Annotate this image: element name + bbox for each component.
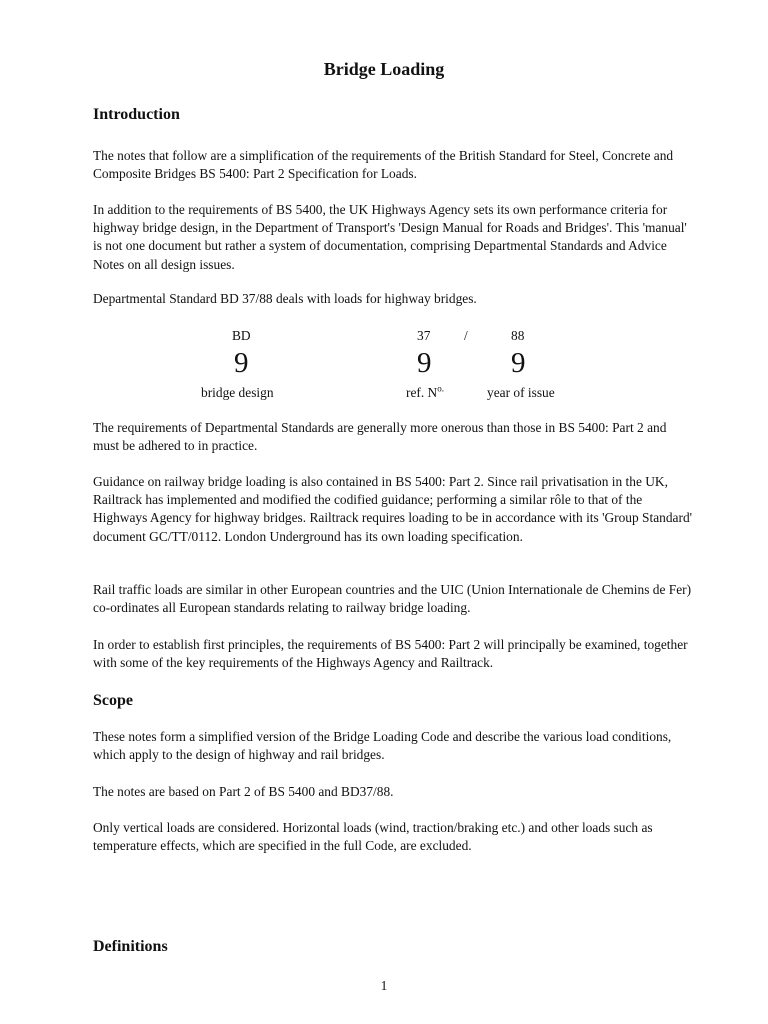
code-year: 88 — [511, 328, 525, 343]
body-paragraph-1: The requirements of Departmental Standards are generally more onerous than those in BS 5400: Part 2 and must be adhered to in practice. — [93, 420, 667, 454]
arrow-down-icon: 9 — [234, 347, 249, 379]
heading-introduction: Introduction — [93, 106, 180, 123]
heading-scope: Scope — [93, 692, 133, 709]
arrow-down-icon: 9 — [417, 347, 432, 379]
body-paragraph-3: Rail traffic loads are similar in other European countries and the UIC (Union Internationale de Chemins de Fer) co-ordinates all European standards relating to railway bridge loading. — [93, 582, 692, 616]
intro-paragraph-3: Departmental Standard BD 37/88 deals with loads for highway bridges. — [93, 291, 477, 306]
label-year-of-issue: year of issue — [487, 385, 555, 400]
arrow-down-icon: 9 — [511, 347, 526, 379]
intro-paragraph-2: In addition to the requirements of BS 5400, the UK Highways Agency sets its own performance criteria for highway bridge design, in the Department of Transport's 'Design Manual for Roads and Bridges'. This 'manual' is not one document but rather a system of documentation, comprising Departmental Standards and Advice Notes on all design issues. — [93, 202, 687, 272]
label-bridge-design: bridge design — [201, 385, 274, 400]
body-paragraph-4: In order to establish first principles, the requirements of BS 5400: Part 2 will principally be examined, together with some of the key requirements of the Highways Agency and Railtrack. — [93, 637, 688, 671]
scope-paragraph-1: These notes form a simplified version of the Bridge Loading Code and describe the various load conditions, which apply to the design of highway and rail bridges. — [93, 729, 672, 763]
page-number: 1 — [380, 978, 388, 993]
label-ref-prefix: ref. N — [406, 385, 438, 400]
heading-definitions: Definitions — [93, 938, 168, 955]
scope-paragraph-3: Only vertical loads are considered. Horizontal loads (wind, traction/braking etc.) and other loads such as temperature effects, which are specified in the full Code, are excluded. — [93, 820, 653, 854]
code-slash: / — [464, 328, 468, 343]
intro-paragraph-1: The notes that follow are a simplification of the requirements of the British Standard for Steel, Concrete and Composite Bridges BS 5400: Part 2 Specification for Loads. — [93, 148, 674, 182]
label-ref-superscript: o. — [437, 383, 444, 394]
code-bd: BD — [232, 328, 251, 343]
label-ref-number — [406, 384, 444, 402]
code-number: 37 — [417, 328, 431, 343]
body-paragraph-2: Guidance on railway bridge loading is also contained in BS 5400: Part 2. Since rail privatisation in the UK, Railtrack has implemented and modified the codified guidance; performing a similar rôle to that of the Highways Agency for highway bridges. Railtrack requires loading to be in accordance with its 'Group Standard' document GC/TT/0112. London Underground has its own loading specification. — [93, 474, 693, 544]
document-title: Bridge Loading — [323, 59, 445, 79]
scope-paragraph-2: The notes are based on Part 2 of BS 5400 and BD37/88. — [93, 784, 394, 799]
